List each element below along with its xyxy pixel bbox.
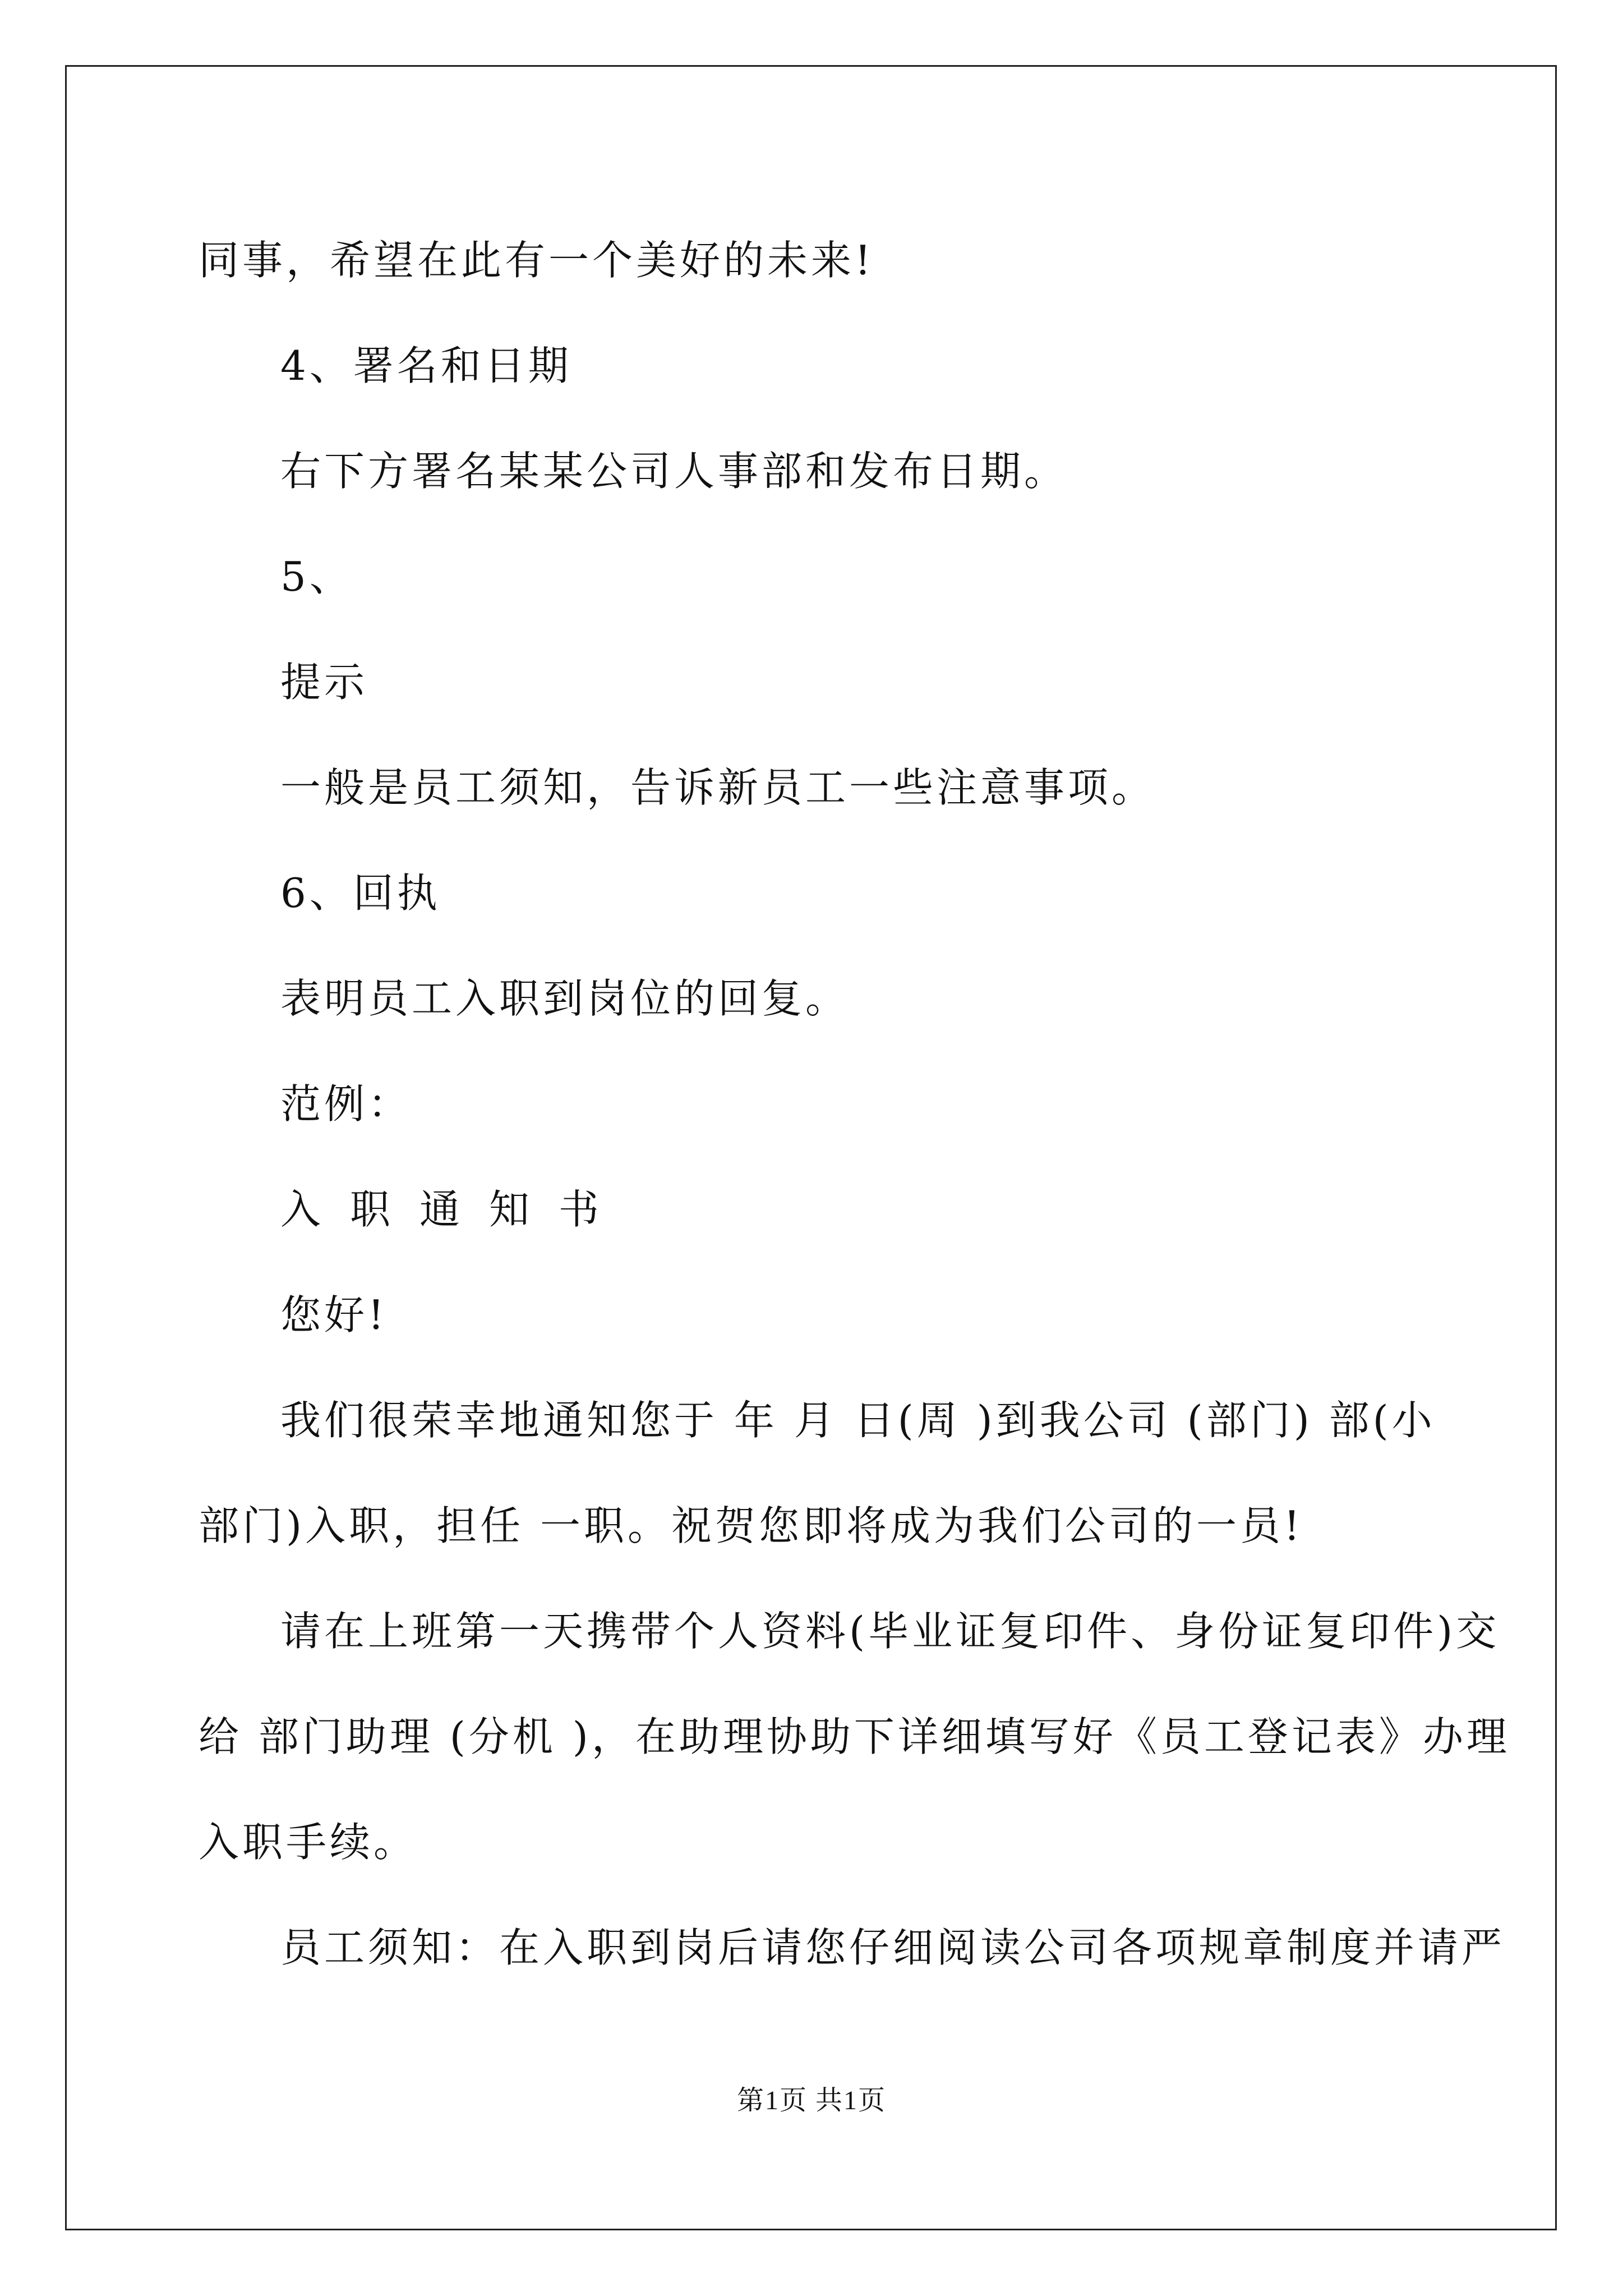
notice-title: 入职通知书 — [280, 1186, 629, 1233]
text-line: 给 部门助理 (分机 )，在助理协助下详细填写好《员工登记表》办理 — [199, 1713, 1510, 1760]
text-line: 提示 — [280, 659, 368, 706]
greeting: 您好! — [280, 1291, 388, 1338]
text-line: 一般是员工须知，告诉新员工一些注意事项。 — [280, 764, 1156, 811]
text-line: 4、署名和日期 — [280, 342, 572, 389]
text-line: 我们很荣幸地通知您于 年 月 日(周 )到我公司 (部门) 部(小 — [280, 1397, 1436, 1444]
text-line: 部门)入职，担任 一职。祝贺您即将成为我们公司的一员! — [199, 1502, 1303, 1549]
text-line: 入职手续。 — [199, 1819, 418, 1866]
page-number: 第1页 共1页 — [736, 2086, 886, 2115]
text-line: 请在上班第一天携带个人资料(毕业证复印件、身份证复印件)交 — [280, 1608, 1500, 1655]
text-line: 表明员工入职到岗位的回复。 — [280, 975, 850, 1022]
text-line: 右下方署名某某公司人事部和发布日期。 — [280, 448, 1068, 495]
text-line: 员工须知：在入职到岗后请您仔细阅读公司各项规章制度并请严 — [280, 1924, 1506, 1971]
text-line: 范例： — [280, 1080, 412, 1128]
text-line: 5、 — [280, 553, 353, 600]
text-line: 同事，希望在此有一个美好的未来! — [199, 237, 874, 284]
text-line: 6、回执 — [280, 869, 441, 917]
document-body — [199, 208, 1510, 2000]
